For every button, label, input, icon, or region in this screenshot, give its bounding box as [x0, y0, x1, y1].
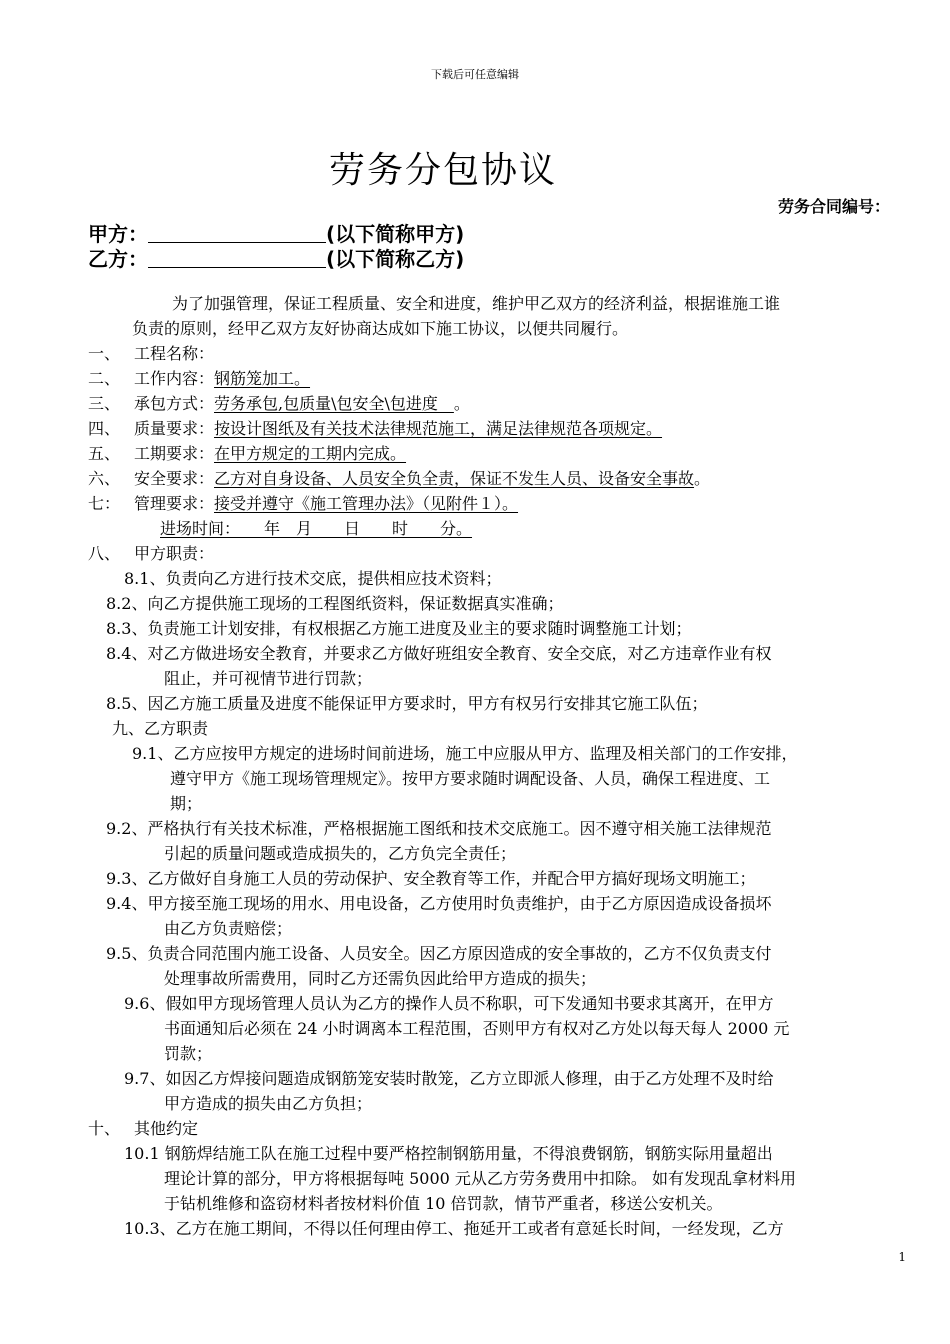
item-value: 接受并遵守《施工管理办法》（见附件１）。	[214, 494, 519, 513]
section-9-line: 9.7、如因乙方焊接问题造成钢筋笼安装时散笼，乙方立即派人修理，由于乙方处理不及时给	[124, 1069, 774, 1088]
section-9-line: 甲方造成的损失由乙方负担；	[164, 1094, 373, 1113]
section-9-heading: 九、乙方职责	[112, 719, 209, 738]
section-8-line: 8.1、负责向乙方进行技术交底，提供相应技术资料；	[124, 569, 502, 588]
item-tail: 。	[453, 394, 470, 413]
list-item	[88, 369, 311, 389]
item-label: 承包方式：	[134, 394, 215, 413]
section-10-line: 10.1 钢筋焊结施工队在施工过程中要严格控制钢筋用量，不得浪费钢筋，钢筋实际用量超出	[124, 1144, 773, 1163]
section-10-heading	[88, 1119, 199, 1139]
party-b-suffix: (以下简称乙方)	[326, 247, 465, 271]
party-a-suffix: (以下简称甲方)	[326, 222, 465, 246]
party-b-blank	[148, 249, 326, 268]
item-number: 五、	[88, 444, 121, 463]
intro-line: 负责的原则，经甲乙双方友好协商达成如下施工协议，以便共同履行。	[132, 319, 629, 338]
section-10-line: 理论计算的部分，甲方将根据每吨 5000 元从乙方劳务费用中扣除。 如有发现乱拿材料用	[164, 1169, 796, 1188]
item-number: 四、	[88, 419, 121, 438]
section-title: 其他约定	[134, 1119, 199, 1138]
party-b-line	[88, 243, 464, 272]
section-10-line: 10.3、乙方在施工期间，不得以任何理由停工、拖延开工或者有意延长时间，一经发现，乙方	[124, 1219, 784, 1238]
section-9-line: 9.3、乙方做好自身施工人员的劳动保护、安全教育等工作，并配合甲方搞好现场文明施工；	[106, 869, 756, 888]
item-label: 工作内容：	[134, 369, 215, 388]
item-label: 质量要求：	[134, 419, 215, 438]
section-9-line: 书面通知后必须在 24 小时调离本工程范围，否则甲方有权对乙方处以每天每人 2000 元	[164, 1019, 790, 1038]
section-number: 十、	[88, 1119, 121, 1138]
section-8-heading	[88, 544, 215, 564]
list-item	[88, 469, 711, 489]
item-number: 六、	[88, 469, 121, 488]
item-number: 七：	[88, 494, 121, 513]
section-8-line: 8.2、向乙方提供施工现场的工程图纸资料，保证数据真实准确；	[106, 594, 564, 613]
party-a-blank	[148, 224, 326, 243]
section-9-line: 9.2、严格执行有关技术标准，严格根据施工图纸和技术交底施工。因不遵守相关施工法律规范	[106, 819, 772, 838]
item-number: 一、	[88, 344, 121, 363]
section-number: 八、	[88, 544, 121, 563]
section-9-line: 9.1、乙方应按甲方规定的进场时间前进场，施工中应服从甲方、监理及相关部门的工作安排，	[132, 744, 798, 763]
section-9-line: 期；	[170, 794, 203, 813]
document-title: 劳务分包协议	[328, 150, 557, 191]
list-item	[88, 344, 215, 364]
section-9-line: 由乙方负责赔偿；	[164, 919, 293, 938]
party-a-label: 甲方：	[88, 222, 148, 246]
page-number: 1	[898, 1250, 906, 1264]
item-label: 安全要求：	[134, 469, 215, 488]
list-item	[88, 444, 407, 464]
party-b-label: 乙方：	[88, 247, 148, 271]
intro-line: 为了加强管理，保证工程质量、安全和进度，维护甲乙双方的经济利益，根据谁施工谁	[172, 294, 781, 313]
section-9-line: 引起的质量问题或造成损失的，乙方负完全责任；	[164, 844, 517, 863]
item-value: 乙方对自身设备、人员安全负全责，保证不发生人员、设备安全事故	[214, 469, 695, 488]
item-label: 工程名称：	[134, 344, 215, 363]
section-9-line: 罚款；	[164, 1044, 213, 1063]
section-10-line: 于钻机维修和盗窃材料者按材料价值 10 倍罚款，情节严重者，移送公安机关。	[164, 1194, 723, 1213]
section-8-line: 8.4、对乙方做进场安全教育，并要求乙方做好班组安全教育、安全交底，对乙方违章作业有权	[106, 644, 772, 663]
item-number: 二、	[88, 369, 121, 388]
item-label: 工期要求：	[134, 444, 215, 463]
section-8-line: 8.3、负责施工计划安排，有权根据乙方施工进度及业主的要求随时调整施工计划；	[106, 619, 692, 638]
item-tail: 。	[694, 469, 711, 488]
entry-time: 进场时间： 年 月 日 时 分。	[160, 519, 473, 538]
list-item	[88, 394, 470, 414]
item-number: 三、	[88, 394, 121, 413]
section-9-line: 处理事故所需费用，同时乙方还需负因此给甲方造成的损失；	[164, 969, 597, 988]
section-8-line: 阻止，并可视情节进行罚款；	[164, 669, 373, 688]
section-9-line: 遵守甲方《施工现场管理规定》。按甲方要求随时调配设备、人员，确保工程进度、工	[170, 769, 771, 788]
item-value: 按设计图纸及有关技术法律规范施工，满足法律规范各项规定。	[214, 419, 663, 438]
item-label: 管理要求：	[134, 494, 215, 513]
section-9-line: 9.4、甲方接至施工现场的用水、用电设备，乙方使用时负责维护，由于乙方原因造成设备损坏	[106, 894, 772, 913]
item-value: 钢筋笼加工。	[214, 369, 311, 388]
header-note: 下载后可任意编辑	[431, 68, 519, 81]
item-value: 劳务承包,包质量\包安全\包进度	[214, 394, 454, 413]
contract-number-label: 劳务合同编号：	[777, 197, 890, 216]
section-8-line: 8.5、因乙方施工质量及进度不能保证甲方要求时，甲方有权另行安排其它施工队伍；	[106, 694, 708, 713]
section-9-line: 9.5、负责合同范围内施工设备、人员安全。因乙方原因造成的安全事故的，乙方不仅负责支付	[106, 944, 772, 963]
section-title: 甲方职责：	[134, 544, 215, 563]
list-item	[88, 419, 663, 439]
list-item	[88, 494, 519, 514]
section-9-line: 9.6、假如甲方现场管理人员认为乙方的操作人员不称职，可下发通知书要求其离开，在甲方	[124, 994, 774, 1013]
item-value: 在甲方规定的工期内完成。	[214, 444, 407, 463]
